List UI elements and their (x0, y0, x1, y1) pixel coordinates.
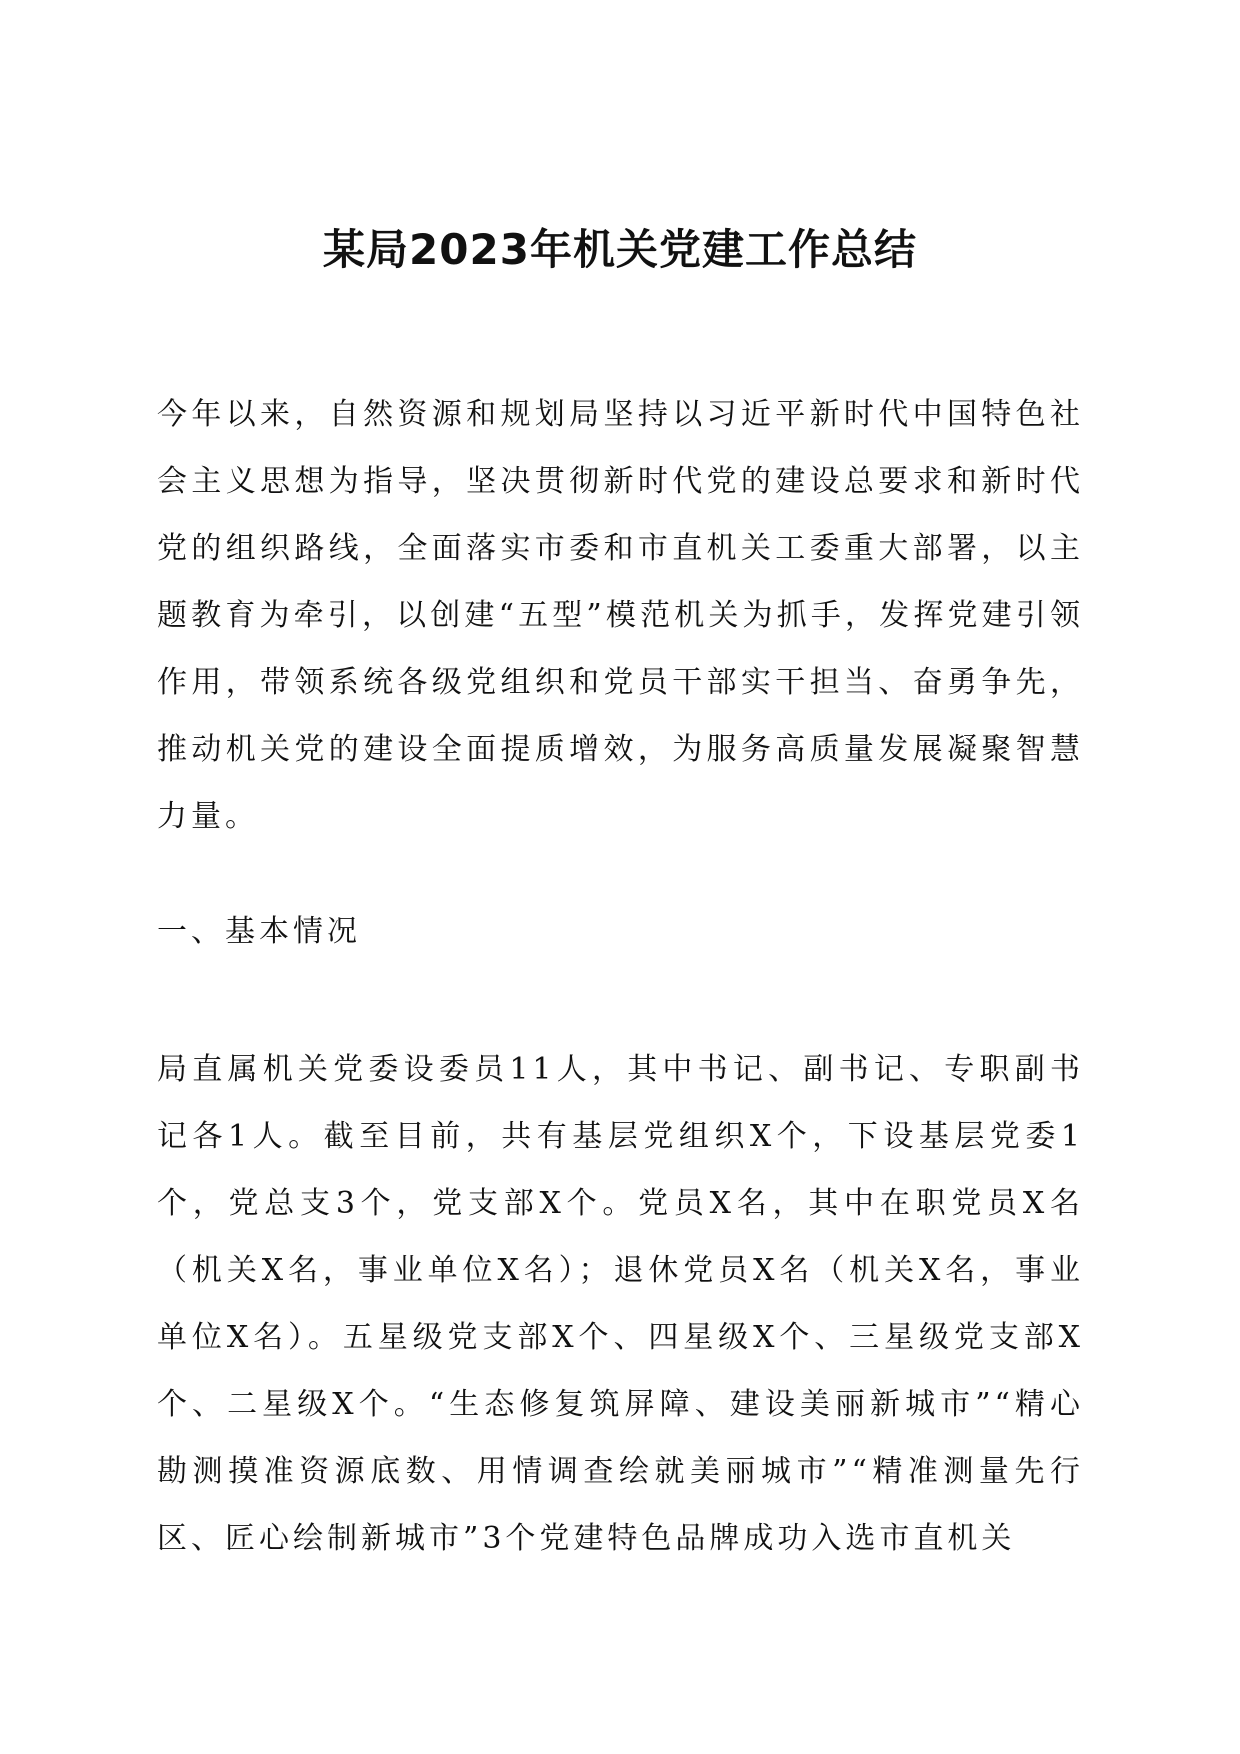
intro-paragraph: 今年以来，自然资源和规划局坚持以习近平新时代中国特色社会主义思想为指导，坚决贯彻新时代党的建设总要求和新时代党的组织路线，全面落实市委和市直机关工委重大部署，以主题教育为牵引，以创建“五型”模范机关为抓手，发挥党建引领作用，带领系统各级党组织和党员干部实干担当、奋勇争先，推动机关党的建设全面提质增效，为服务高质量发展凝聚智慧力量。 (157, 397, 1084, 834)
document-title: 某局2023年机关党建工作总结 (323, 225, 917, 274)
section-heading: 一、基本情况 (157, 914, 361, 949)
section-paragraph: 局直属机关党委设委员11人，其中书记、副书记、专职副书记各1人。截至目前，共有基层党组织X个，下设基层党委1个，党总支3个，党支部X个。党员X名，其中在职党员X名（机关X名，事业单位X名）；退休党员X名（机关X名，事业单位X名）。五星级党支部X个、四星级X个、三星级党支部X个、二星级X个。“生态修复筑屏障、建设美丽新城市”“精心勘测摸准资源底数、用情调查绘就美丽城市”“精准测量先行区、匠心绘制新城市”3个党建特色品牌成功入选市直机关 (157, 1052, 1084, 1556)
